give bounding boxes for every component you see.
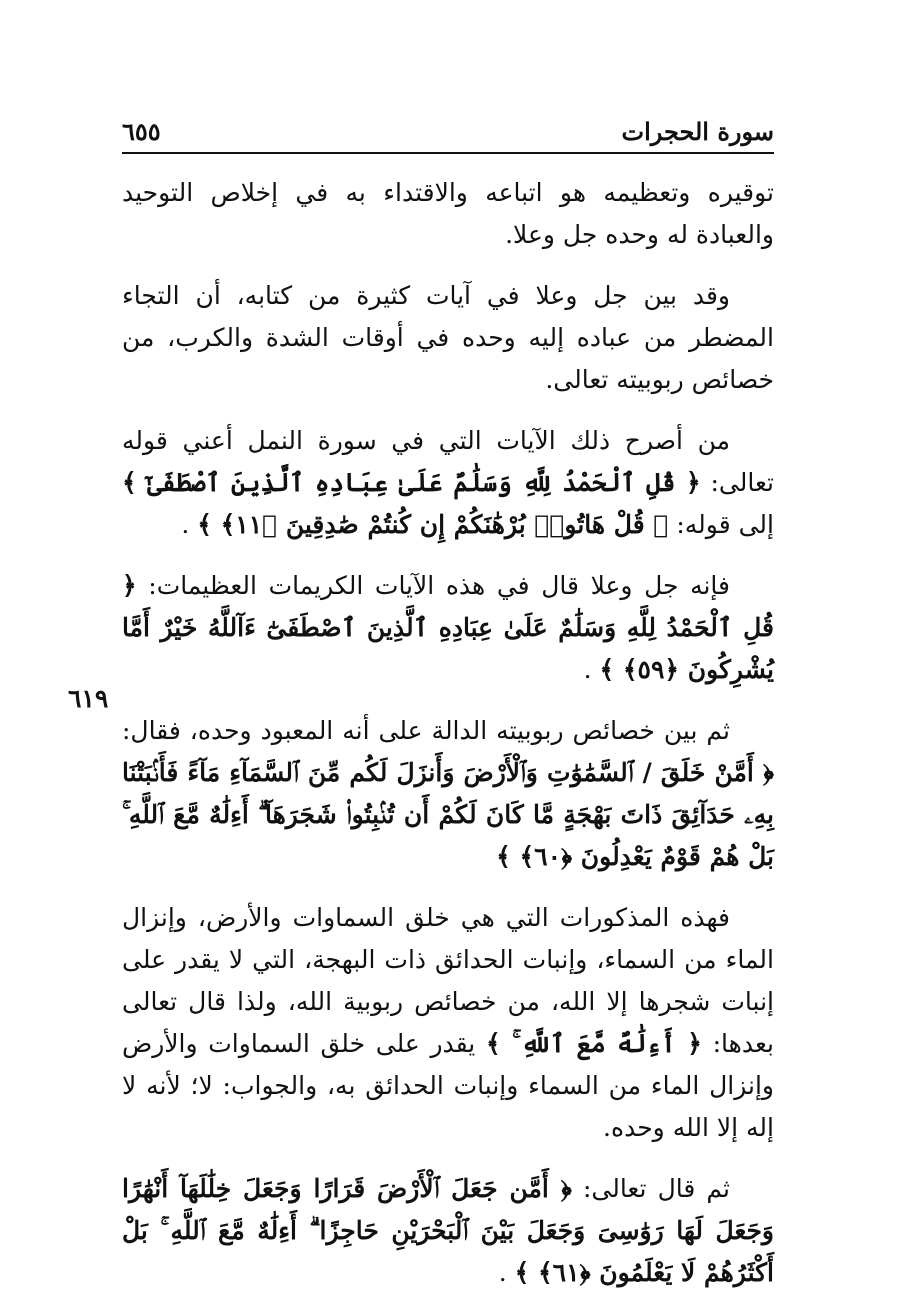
quran-verse: ﴿ قُلْ هَاتُوا۟ بُرْهَٰنَكُمْ إِن كُنتُمْ صَٰدِقِينَ ﴿١١﴾ ﴾ xyxy=(197,510,669,539)
quran-verse: ﴿ قُلِ ٱلْحَمْدُ لِلَّهِ وَسَلَٰمٌ عَلَىٰ عِبَادِهِ ٱلَّذِينَ ٱصْطَفَىٰٓ ءَآللَّهُ خَيْرٌ أَمَّا يُشْرِكُونَ ﴿٥٩﴾ ﴾ xyxy=(122,571,774,684)
paragraph-3-end: . xyxy=(181,510,190,539)
paragraph-4 xyxy=(122,565,774,691)
paragraph-3 xyxy=(122,420,774,546)
paragraph-5-intro: ثم بين خصائص ربوبيته الدالة على أنه المعبود وحده، فقال: xyxy=(122,716,730,745)
margin-page-number: ٦١٩ xyxy=(68,684,109,713)
paragraph-4-intro: فإنه جل وعلا قال في هذه الآيات الكريمات العظيمات: xyxy=(148,571,730,600)
paragraph-4-end: . xyxy=(583,655,592,684)
page-header xyxy=(122,112,774,154)
paragraph-7-end: . xyxy=(498,1258,507,1287)
quran-verse: ﴿ أَمَّن جَعَلَ ٱلْأَرْضَ قَرَارًا وَجَعَلَ خِلَٰلَهَآ أَنْهَٰرًا وَجَعَلَ لَهَا رَوَٰسِىَ وَجَعَلَ بَيْنَ ٱلْبَحْرَيْنِ حَاجِزًا ۗ أَءِلَٰهٌ مَّعَ ٱللَّهِ ۚ بَلْ أَكْثَرُهُمْ لَا يَعْلَمُونَ ﴿٦١﴾ ﴾ xyxy=(122,1174,774,1287)
quran-verse: ﴿ أَءِلَٰهٌ مَّعَ ٱللَّهِ ۚ ﴾ xyxy=(485,1029,702,1058)
page-number: ٦٥٥ xyxy=(122,117,161,146)
paragraph-3-mid: إلى قوله: xyxy=(676,510,774,539)
paragraph-7 xyxy=(122,1168,774,1294)
paragraph-5 xyxy=(122,710,774,878)
surah-title: سورة الحجرات xyxy=(621,117,774,146)
paragraph-6-a: فهذه المذكورات التي هي خلق السماوات والأرض، وإنزال الماء من السماء، وإنبات الحدائق ذات البهجة، التي لا يقدر على إنبات شجرها إلا الله، من خصائص ربوبية الله، ولذا قال تعالى بعدها: xyxy=(122,903,774,1058)
page-body xyxy=(122,172,774,1313)
quran-verse: ﴿ قُلِ ٱلْحَمْدُ لِلَّهِ وَسَلَٰمٌ عَلَىٰ عِبَادِهِ ٱلَّذِينَ ٱصْطَفَىٰٓ ﴾ xyxy=(122,468,701,497)
paragraph-2: وقد بين جل وعلا في آيات كثيرة من كتابه، أن التجاء المضطر من عباده إليه وحده في أوقات الشدة والكرب، من خصائص ربوبيته تعالى. xyxy=(122,281,774,394)
quran-verse: ﴿ أَمَّنْ خَلَقَ / ٱلسَّمَٰوَٰتِ وَٱلْأَرْضَ وَأَنزَلَ لَكُم مِّنَ ٱلسَّمَآءِ مَآءً فَأَنۢبَتْنَا بِهِۦ حَدَآئِقَ ذَاتَ بَهْجَةٍ مَّا كَانَ لَكُمْ أَن تُنۢبِتُوا۟ شَجَرَهَآ ۗ أَءِلَٰهٌ مَّعَ ٱللَّهِ ۚ بَلْ هُمْ قَوْمٌ يَعْدِلُونَ ﴿٦٠﴾ ﴾ xyxy=(122,758,774,871)
paragraph-3-intro: من أصرح ذلك الآيات التي في سورة النمل أعني قوله تعالى: xyxy=(122,426,774,497)
paragraph-7-intro: ثم قال تعالى: xyxy=(582,1174,731,1203)
paragraph-6 xyxy=(122,897,774,1149)
paragraph-6-b: يقدر على خلق السماوات والأرض وإنزال الماء من السماء وإنبات الحدائق به، والجواب: لا؛ لأنه لا إله إلا الله وحده. xyxy=(122,1029,775,1142)
paragraph-1: توقيره وتعظيمه هو اتباعه والاقتداء به في إخلاص التوحيد والعبادة له وحده جل وعلا. xyxy=(122,178,774,249)
